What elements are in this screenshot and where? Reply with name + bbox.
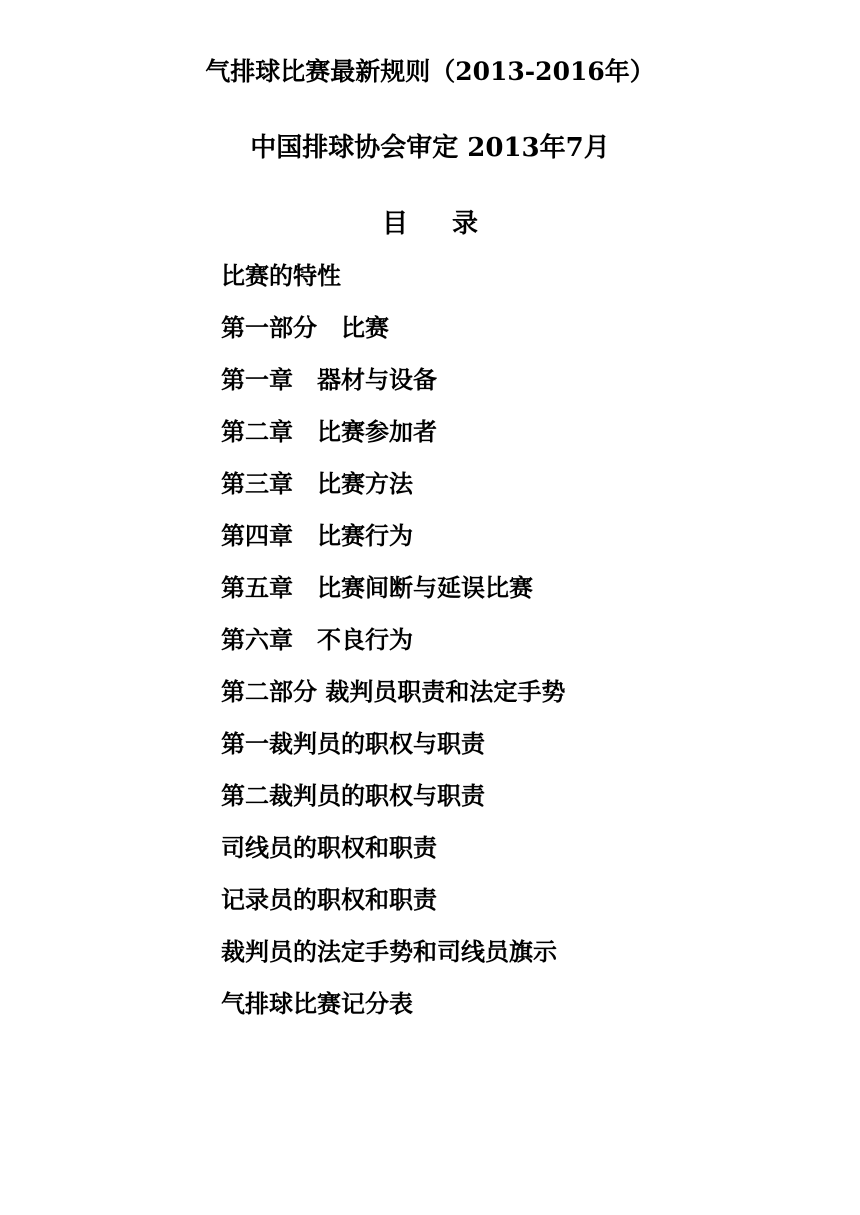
- toc-heading-char-1: 目: [381, 209, 408, 239]
- toc-item: 第二裁判员的职权与职责: [221, 781, 485, 810]
- toc-item: 比赛的特性: [221, 261, 341, 290]
- toc-list: [221, 260, 565, 1040]
- toc-item: 气排球比赛记分表: [221, 989, 413, 1018]
- toc-item: 第一部分 比赛: [221, 313, 389, 342]
- toc-item: 记录员的职权和职责: [221, 885, 437, 914]
- toc-item: 第六章 不良行为: [221, 625, 413, 654]
- toc-item: 第四章 比赛行为: [221, 521, 413, 550]
- toc-item: 第五章 比赛间断与延误比赛: [221, 573, 533, 602]
- toc-item: 司线员的职权和职责: [221, 833, 437, 862]
- document-title: 气排球比赛最新规则（2013-2016年）: [205, 57, 655, 86]
- toc-item: 第二部分 裁判员职责和法定手势: [221, 677, 566, 706]
- toc-heading: [0, 208, 860, 240]
- toc-item: 第三章 比赛方法: [221, 469, 413, 498]
- toc-item: 第二章 比赛参加者: [221, 417, 437, 446]
- toc-item: 第一章 器材与设备: [221, 365, 437, 394]
- toc-heading-char-2: 录: [452, 209, 479, 239]
- toc-item: 裁判员的法定手势和司线员旗示: [221, 937, 557, 966]
- toc-item: 第一裁判员的职权与职责: [221, 729, 485, 758]
- document-subtitle: 中国排球协会审定 2013年7月: [250, 133, 610, 163]
